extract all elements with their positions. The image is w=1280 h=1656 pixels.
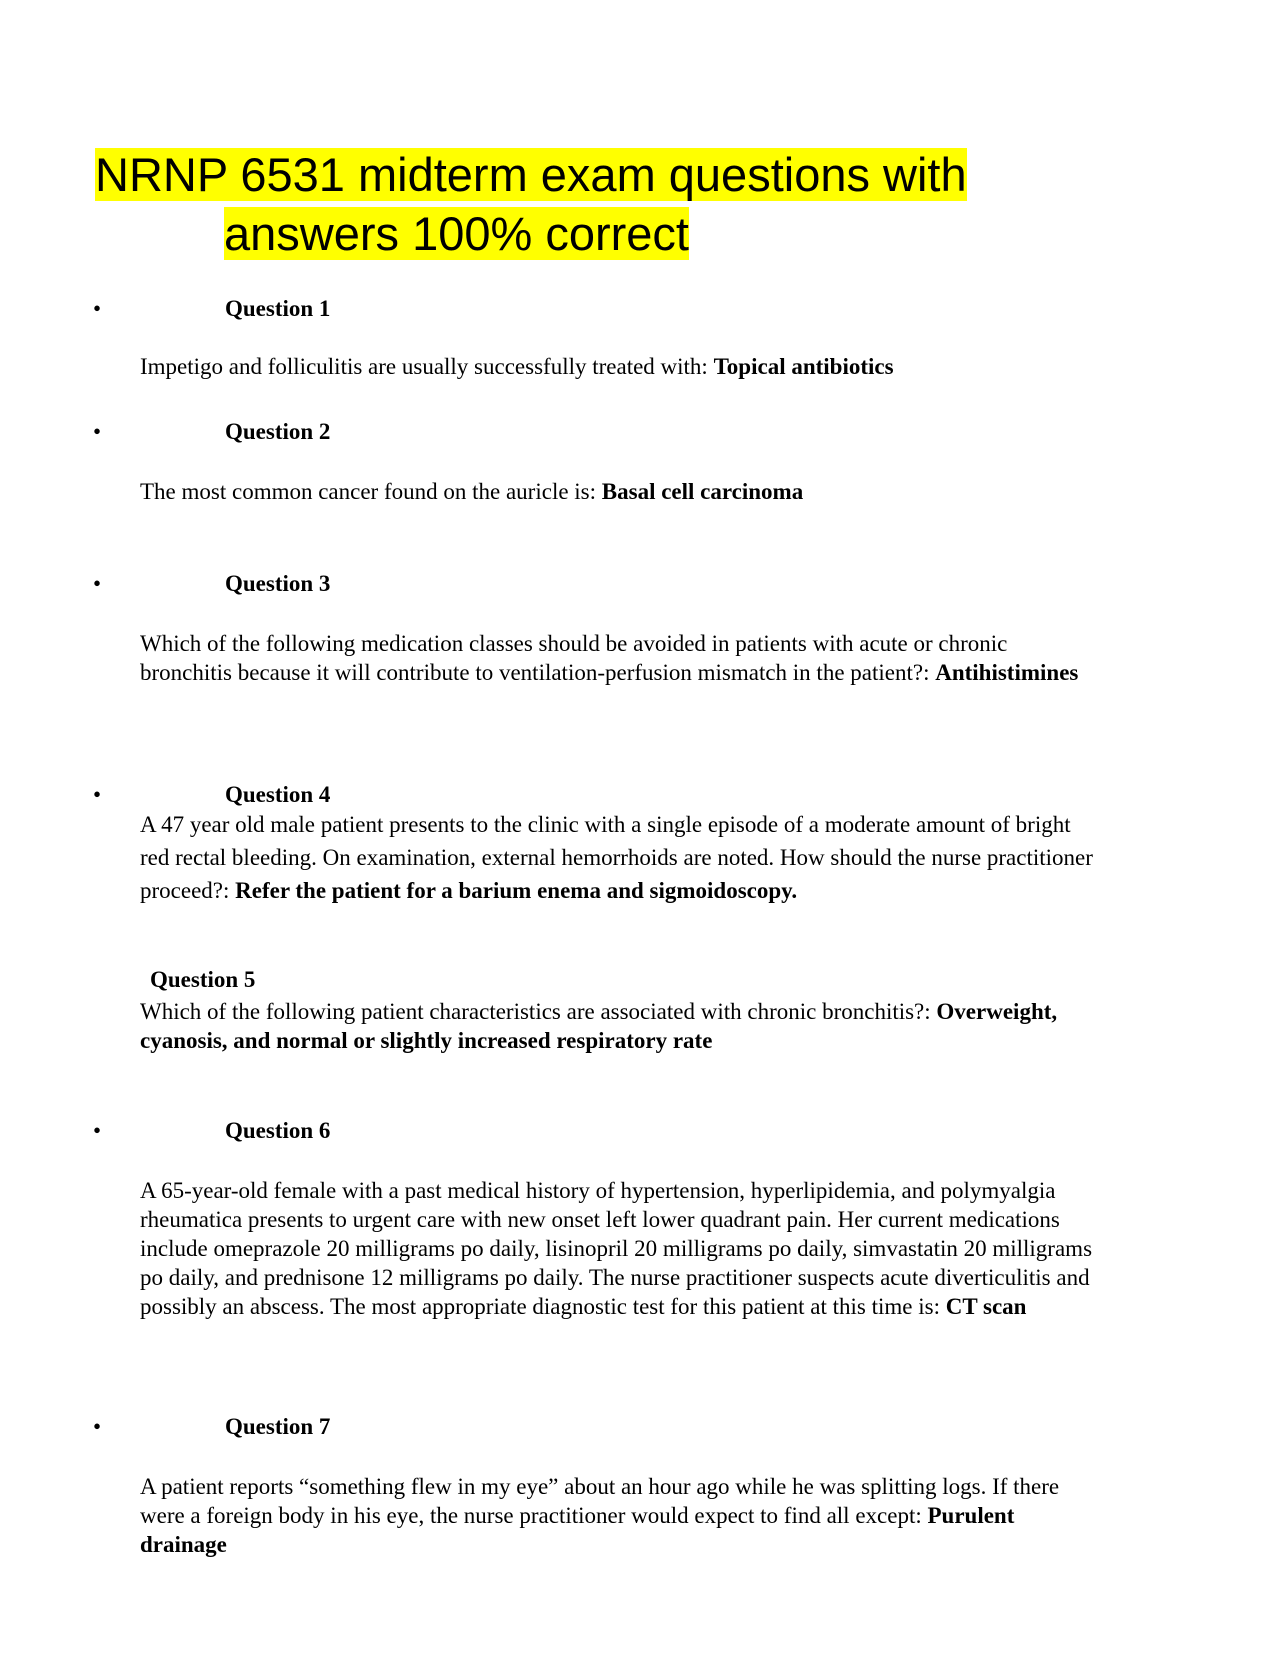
question-3-answer: Antihistimines xyxy=(935,660,1079,685)
question-5-heading: Question 5 xyxy=(150,967,256,992)
question-2-heading: Question 2 xyxy=(225,419,331,444)
bullet-icon: • xyxy=(93,1414,102,1439)
document-title xyxy=(95,145,1055,263)
bullet-icon: • xyxy=(93,296,102,321)
question-7-text: A patient reports “something flew in my eye” about an hour ago while he was splitting logs. If there were a foreign body in his eye, the nurse practitioner would expect to find all except: xyxy=(140,1474,1060,1528)
question-2-text: The most common cancer found on the auricle is: xyxy=(140,479,602,504)
question-3-text: Which of the following medication classes should be avoided in patients with acute or chronic bronchitis because it will contribute to ventilation-perfusion mismatch in the patient?: xyxy=(140,631,1008,685)
question-4-answer: Refer the patient for a barium enema and sigmoidoscopy. xyxy=(235,878,798,903)
question-3-heading: Question 3 xyxy=(225,571,331,596)
question-2-answer: Basal cell carcinoma xyxy=(601,479,804,504)
bullet-icon: • xyxy=(93,419,102,444)
question-2-body xyxy=(140,477,1100,506)
question-6-heading: Question 6 xyxy=(225,1118,331,1143)
question-4-heading: Question 4 xyxy=(225,782,331,807)
title-line-2: answers 100% correct xyxy=(224,207,689,260)
question-7-answer: Purulent drainage xyxy=(140,1503,1015,1557)
bullet-icon: • xyxy=(93,571,102,596)
question-7-heading: Question 7 xyxy=(225,1414,331,1439)
question-6-body xyxy=(140,1176,1100,1321)
question-3-body xyxy=(140,629,1100,687)
question-1-text: Impetigo and folliculitis are usually successfully treated with: xyxy=(140,354,714,379)
question-1-body xyxy=(140,352,1100,381)
question-4-text: A 47 year old male patient presents to the clinic with a single episode of a moderate amount of bright red rectal bleeding. On examination, external hemorrhoids are noted. How should the nurse practitioner proceed?: xyxy=(140,812,1093,903)
question-1-answer: Topical antibiotics xyxy=(713,354,894,379)
bullet-icon: • xyxy=(93,782,102,807)
question-5-text: Which of the following patient characteristics are associated with chronic bronchitis?: xyxy=(140,999,937,1024)
question-4-body xyxy=(140,808,1100,907)
bullet-icon: • xyxy=(93,1118,102,1143)
title-line-1: NRNP 6531 midterm exam questions with xyxy=(95,148,967,201)
question-6-answer: CT scan xyxy=(945,1294,1027,1319)
question-6-text: A 65-year-old female with a past medical history of hypertension, hyperlipidemia, and polymyalgia rheumatica presents to urgent care with new onset left lower quadrant pain. Her current medications include omeprazole 20 milligrams po daily, lisinopril 20 milligrams po daily, simvastatin 20 milligrams po daily, and prednisone 12 milligrams po daily. The nurse practitioner suspects acute diverticulitis and possibly an abscess. The most appropriate diagnostic test for this patient at this time is: xyxy=(140,1178,1093,1319)
question-7-body xyxy=(140,1472,1100,1559)
question-5-body xyxy=(140,997,1100,1055)
question-1-heading: Question 1 xyxy=(225,296,331,321)
question-5-answer: Overweight, cyanosis, and normal or slightly increased respiratory rate xyxy=(140,999,1058,1053)
